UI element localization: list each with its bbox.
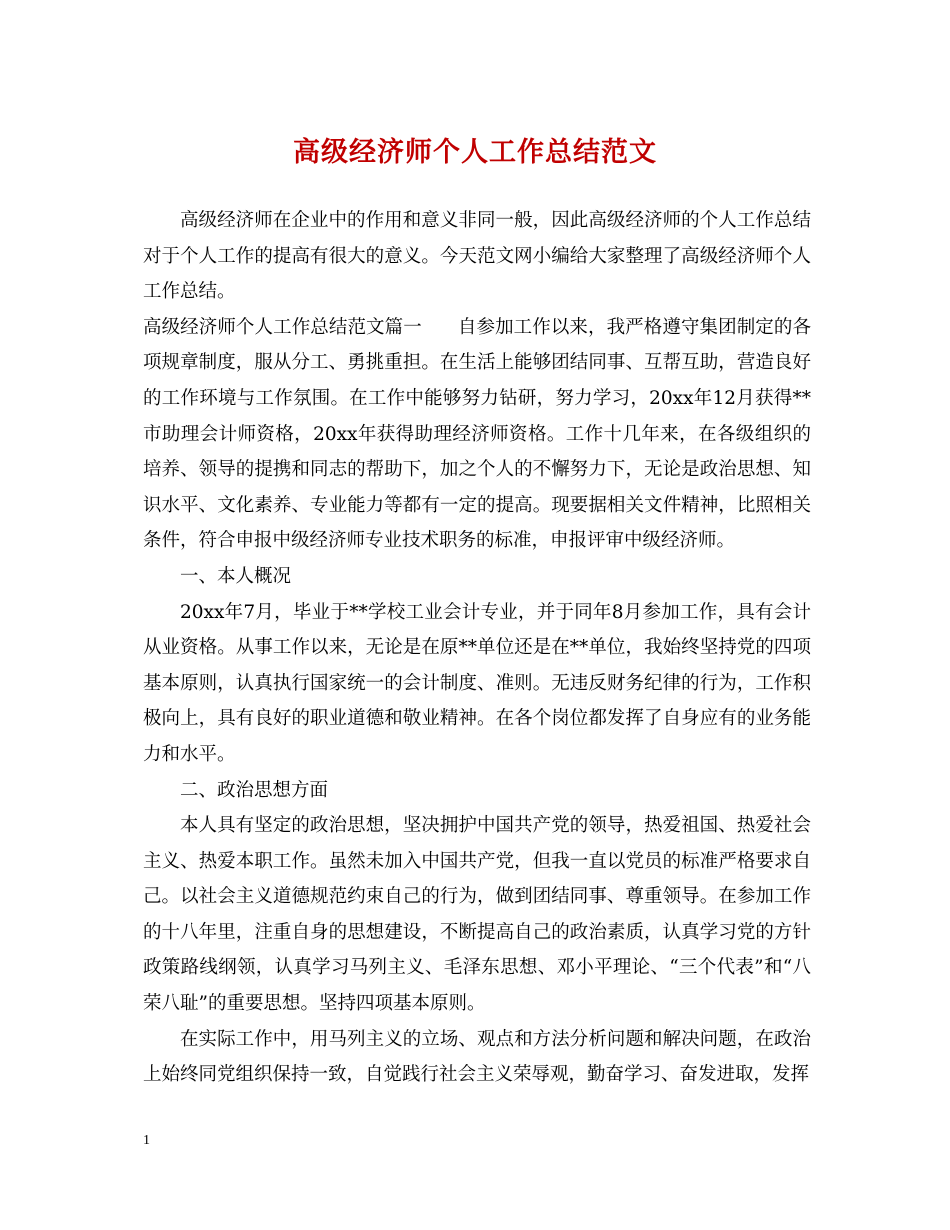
page-number: 1 (143, 1133, 150, 1148)
document-title: 高级经济师个人工作总结范文 (293, 137, 657, 168)
article-lead: 自参加工作以来，我严格遵守集团制定的各项规章制度，服从分工、勇挑重担。在生活上能够团结同事、互帮互助，营造良好的工作环境与工作氛围。在工作中能够努力钻研，努力学习，20xx年12月获得**市助理会计师资格，20xx年获得助理经济师资格。工作十几年来，在各级组织的培养、领导的提携和同志的帮助下，加之个人的不懈努力下，无论是政治思想、知识水平、文化素养、专业能力等都有一定的提高。现要据相关文件精神，比照相关条件，符合申报中级经济师专业技术职务的标准，申报评审中级经济师。 (143, 316, 811, 552)
intro-paragraph: 高级经济师在企业中的作用和意义非同一般，因此高级经济师的个人工作总结对于个人工作的提高有很大的意义。今天范文网小编给大家整理了高级经济师个人工作总结。 (143, 210, 811, 303)
document-body (143, 203, 811, 1093)
section2-body: 本人具有坚定的政治思想，坚决拥护中国共产党的领导，热爱祖国、热爱社会主义、热爱本职工作。虽然未加入中国共产党，但我一直以党员的标准严格要求自己。以社会主义道德规范约束自己的行为，做到团结同事、尊重领导。在参加工作的十八年里，注重自身的思想建设，不断提高自己的政治素质，认真学习党的方针政策路线纲领，认真学习马列主义、毛泽东思想、邓小平理论、“三个代表”和“八荣八耻”的重要思想。坚持四项基本原则。 (143, 815, 811, 1015)
article-paragraph (143, 310, 811, 559)
section1-body: 20xx年7月，毕业于**学校工业会计专业，并于同年8月参加工作，具有会计从业资格。从事工作以来，无论是在原**单位还是在**单位，我始终坚持党的四项基本原则，认真执行国家统一的会计制度、准则。无违反财务纪律的行为，工作积极向上，具有良好的职业道德和敬业精神。在各个岗位都发挥了自身应有的业务能力和水平。 (143, 601, 811, 765)
section1-heading: 一、本人概况 (180, 565, 292, 587)
section2-heading: 二、政治思想方面 (180, 779, 329, 801)
article-heading: 高级经济师个人工作总结范文篇一 (143, 316, 422, 338)
section2-body-continued: 在实际工作中，用马列主义的立场、观点和方法分析问题和解决问题，在政治上始终同党组织保持一致，自觉践行社会主义荣辱观，勤奋学习、奋发进取，发挥 (143, 1028, 811, 1086)
